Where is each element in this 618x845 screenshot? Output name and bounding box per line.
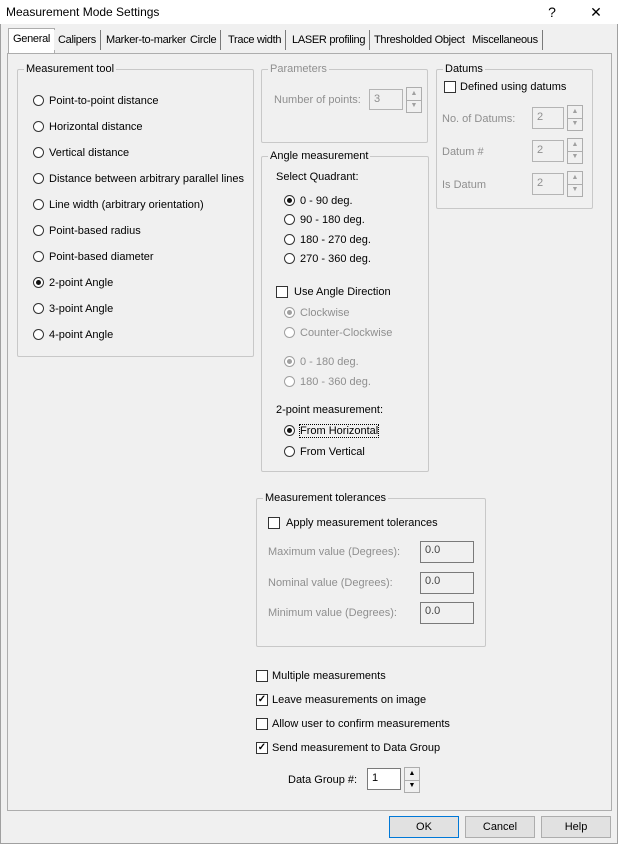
radio-label: Horizontal distance xyxy=(49,121,143,133)
radio-from-horizontal[interactable] xyxy=(284,425,295,436)
radio-clockwise[interactable] xyxy=(284,307,295,318)
no-of-datums-field[interactable]: 2 xyxy=(532,107,564,129)
tab-circle[interactable]: Circle xyxy=(186,30,221,50)
number-of-points-spinner[interactable] xyxy=(406,87,422,113)
leave-measurements-checkbox[interactable]: ✓ xyxy=(257,694,267,705)
radio-label: From Vertical xyxy=(300,446,365,458)
is-datum-field[interactable]: 2 xyxy=(532,173,564,195)
send-to-data-group-checkbox[interactable]: ✓ xyxy=(257,742,267,753)
radio-label: 180 - 270 deg. xyxy=(300,234,371,246)
nominal-value-label: Nominal value (Degrees): xyxy=(268,577,393,589)
defined-using-datums-checkbox[interactable] xyxy=(444,81,456,93)
radio-label: From Horizontal xyxy=(300,425,379,437)
tab-thresholded-object[interactable]: Thresholded Object xyxy=(370,30,470,50)
two-point-measurement-label: 2-point measurement: xyxy=(276,404,383,416)
radio-label: Point-based radius xyxy=(49,225,141,237)
data-group-field[interactable]: 1 xyxy=(367,768,401,790)
radio-quadrant-90-180[interactable] xyxy=(284,214,295,225)
spin-up-icon[interactable]: ▲ xyxy=(407,88,421,101)
cancel-button[interactable]: Cancel xyxy=(465,816,535,838)
spin-down-icon[interactable]: ▼ xyxy=(408,782,416,789)
radio-point-to-point[interactable] xyxy=(33,95,44,106)
spin-up-icon[interactable]: ▲ xyxy=(568,139,582,152)
leave-measurements-label: Leave measurements on image xyxy=(272,694,427,706)
spin-down-icon[interactable]: ▼ xyxy=(410,102,418,109)
radio-counter-clockwise[interactable] xyxy=(284,327,295,338)
datums-title: Datums xyxy=(445,63,483,75)
radio-3-point-angle[interactable] xyxy=(33,303,44,314)
max-value-field[interactable]: 0.0 xyxy=(420,541,474,563)
radio-label: Point-to-point distance xyxy=(49,95,159,107)
spin-up-icon[interactable]: ▲ xyxy=(568,106,582,119)
confirm-measurements-checkbox[interactable] xyxy=(256,718,268,730)
tab-laser-profiling[interactable]: LASER profiling xyxy=(288,30,370,50)
spin-down-icon[interactable]: ▼ xyxy=(571,186,579,193)
radio-label: Vertical distance xyxy=(49,147,130,159)
help-title-button[interactable]: ? xyxy=(548,4,556,20)
angle-measurement-title: Angle measurement xyxy=(270,150,369,162)
use-angle-direction-checkbox[interactable] xyxy=(276,286,288,298)
radio-label: 0 - 180 deg. xyxy=(300,356,359,368)
spin-up-icon[interactable]: ▲ xyxy=(568,172,582,185)
is-datum-spinner[interactable] xyxy=(567,171,583,197)
datum-number-field[interactable]: 2 xyxy=(532,140,564,162)
select-quadrant-label: Select Quadrant: xyxy=(276,171,359,183)
radio-label: Clockwise xyxy=(300,307,350,319)
use-angle-direction-label: Use Angle Direction xyxy=(294,286,391,298)
radio-point-diameter[interactable] xyxy=(33,251,44,262)
apply-tolerances-checkbox[interactable] xyxy=(268,517,280,529)
no-of-datums-label: No. of Datums: xyxy=(442,113,516,125)
radio-label: 270 - 360 deg. xyxy=(300,253,371,265)
radio-horizontal-distance[interactable] xyxy=(33,121,44,132)
radio-label: 180 - 360 deg. xyxy=(300,376,371,388)
tab-trace-width[interactable]: Trace width xyxy=(224,30,286,50)
help-button[interactable]: Help xyxy=(541,816,611,838)
multiple-measurements-checkbox[interactable] xyxy=(256,670,268,682)
spin-down-icon[interactable]: ▼ xyxy=(571,153,579,160)
parameters-title: Parameters xyxy=(270,63,327,75)
radio-quadrant-270-360[interactable] xyxy=(284,253,295,264)
radio-vertical-distance[interactable] xyxy=(33,147,44,158)
radio-4-point-angle[interactable] xyxy=(33,329,44,340)
multiple-measurements-label: Multiple measurements xyxy=(272,670,386,682)
tab-marker-to-marker[interactable]: Marker-to-marker xyxy=(102,30,191,50)
radio-quadrant-0-90[interactable] xyxy=(284,195,295,206)
spin-down-icon[interactable]: ▼ xyxy=(571,120,579,127)
radio-from-vertical[interactable] xyxy=(284,446,295,457)
radio-label: 2-point Angle xyxy=(49,277,114,289)
radio-label: 4-point Angle xyxy=(49,329,114,341)
tab-miscellaneous[interactable]: Miscellaneous xyxy=(468,30,543,50)
datum-number-label: Datum # xyxy=(442,146,484,158)
ok-button[interactable]: OK xyxy=(389,816,459,838)
is-datum-label: Is Datum xyxy=(442,179,487,191)
radio-range-180-360[interactable] xyxy=(284,376,295,387)
radio-label: 0 - 90 deg. xyxy=(300,195,353,207)
measurement-tool-title: Measurement tool xyxy=(26,63,115,75)
min-value-field[interactable]: 0.0 xyxy=(420,602,474,624)
radio-label: Point-based diameter xyxy=(49,251,154,263)
datum-number-spinner[interactable] xyxy=(567,138,583,164)
max-value-label: Maximum value (Degrees): xyxy=(268,546,401,558)
radio-label: 90 - 180 deg. xyxy=(300,214,365,226)
data-group-spinner[interactable] xyxy=(404,767,420,793)
no-of-datums-spinner[interactable] xyxy=(567,105,583,131)
radio-line-width[interactable] xyxy=(33,199,44,210)
number-of-points-label: Number of points: xyxy=(274,94,361,106)
window-title: Measurement Mode Settings xyxy=(6,5,160,19)
radio-label: Line width (arbitrary orientation) xyxy=(49,199,204,211)
close-icon[interactable]: ✕ xyxy=(590,4,602,20)
nominal-value-field[interactable]: 0.0 xyxy=(420,572,474,594)
min-value-label: Minimum value (Degrees): xyxy=(268,607,397,619)
radio-range-0-180[interactable] xyxy=(284,356,295,367)
radio-parallel-lines[interactable] xyxy=(33,173,44,184)
tab-general[interactable]: General xyxy=(8,28,55,53)
tab-calipers[interactable]: Calipers xyxy=(54,30,101,50)
send-to-data-group-label: Send measurement to Data Group xyxy=(272,742,441,754)
apply-tolerances-label: Apply measurement tolerances xyxy=(286,517,438,529)
radio-label: 3-point Angle xyxy=(49,303,114,315)
data-group-label: Data Group #: xyxy=(288,774,358,786)
confirm-measurements-label: Allow user to confirm measurements xyxy=(272,718,450,730)
radio-point-radius[interactable] xyxy=(33,225,44,236)
number-of-points-field[interactable]: 3 xyxy=(369,89,403,110)
spin-up-icon[interactable]: ▲ xyxy=(405,768,419,781)
radio-label: Counter-Clockwise xyxy=(300,327,393,339)
radio-label: Distance between arbitrary parallel lines xyxy=(49,173,245,185)
defined-using-datums-label: Defined using datums xyxy=(460,81,567,93)
radio-2-point-angle[interactable] xyxy=(33,277,44,288)
radio-quadrant-180-270[interactable] xyxy=(284,234,295,245)
measurement-tolerances-title: Measurement tolerances xyxy=(265,492,387,504)
